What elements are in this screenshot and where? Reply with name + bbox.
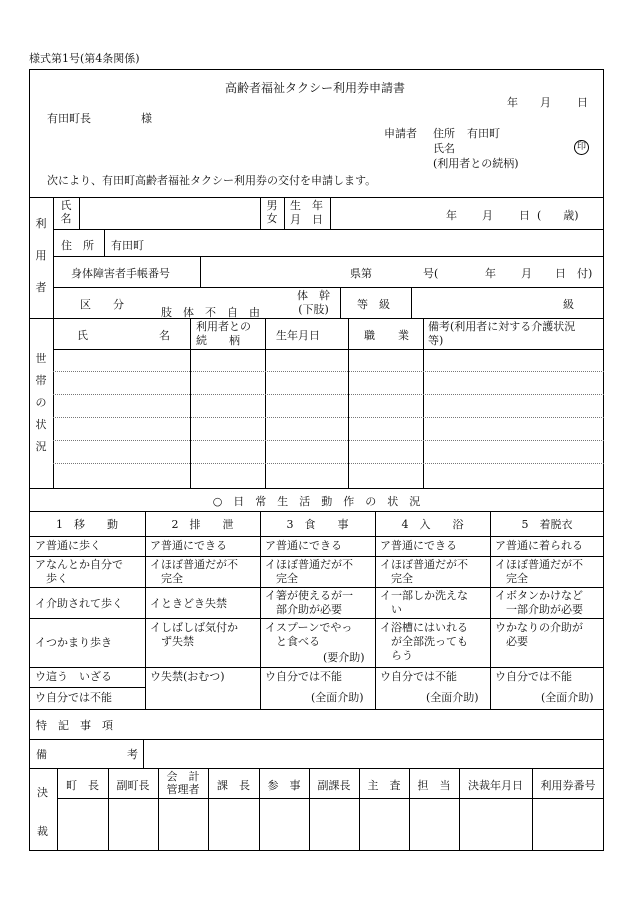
decision-col-vice-mayor: 副町長 [116,779,150,792]
adl-header-excretion: 2 排 泄 [171,518,234,531]
decision-col-in-charge: 担 当 [417,779,451,792]
adl-cell: イ一部しか洗えな い [380,589,468,616]
adl-cell: ウ自分では不能 [35,691,112,704]
adl-cell: (要介助) [323,651,365,664]
applicant-address-value: 有田町 [467,127,500,140]
adl-cell: イ箸が使えるが一 部介助が必要 [265,589,353,616]
household-side-label: 世 帯 の 状 況 [35,352,47,453]
hh-col-relation: 利用者との 続 柄 [196,320,251,347]
hh-col-name-1: 氏 [77,329,88,342]
decision-side-label-2: 裁 [37,825,48,838]
limb-disability: 肢 体 不 自 由 [161,306,260,319]
decision-col-counselor: 参 事 [267,779,301,792]
birth-day: 日 [519,209,530,222]
adl-cell: イ介助されて歩く [35,597,123,610]
adl-header-bath: 4 入 浴 [401,518,464,531]
form-title: 高齢者福祉タクシー利用券申請書 [224,81,405,95]
adl-cell: ウ自分では不能 [495,670,572,683]
seal-mark: 印 [574,140,589,155]
adl-cell: イしばしば気付か ず失禁 [150,621,238,648]
user-address-label: 住 所 [61,239,94,252]
date-month-label: 月 [540,96,551,109]
hh-col-job-1: 職 [364,329,375,342]
decision-col-deputy-chief: 副課長 [317,779,351,792]
decision-col-accounting: 会 計 管理者 [166,770,200,796]
grade-label: 等 級 [357,298,390,311]
birth-year: 年 [446,209,457,222]
adl-cell: ア普通にできる [380,539,457,552]
handbook-year: 年 [485,267,496,280]
adl-title: ○ 日 常 生 活 動 作 の 状 況 [212,495,421,508]
hh-col-job-2: 業 [398,329,409,342]
adl-cell: ウ自分では不能 [265,670,342,683]
adl-cell: イほぼ普通だが不 完全 [495,558,583,585]
date-year-label: 年 [507,96,518,109]
adl-cell: イほぼ普通だが不 完全 [265,558,353,585]
adl-cell: ア普通に着られる [495,539,583,552]
adl-cell: (全面介助) [426,691,479,704]
remarks-label-1: 備 [36,748,47,761]
adl-cell: ウ這う いざる [35,670,112,683]
adl-cell: (全面介助) [311,691,364,704]
decision-col-ticket-number: 利用券番号 [540,779,596,792]
user-address-value: 有田町 [111,239,144,252]
application-statement: 次により、有田町高齢者福祉タクシー利用券の交付を申請します。 [47,174,377,187]
adl-cell: ウ自分では不能 [380,670,457,683]
decision-col-section-chief: 課 長 [217,779,250,792]
grade-unit: 級 [563,298,574,311]
decision-col-date: 決裁年月日 [468,779,523,792]
adl-cell: イほぼ普通だが不 完全 [380,558,468,585]
user-age: ( 歳) [537,209,579,222]
user-sex-label: 男 女 [266,199,278,225]
decision-col-mayor: 町 長 [66,779,99,792]
handbook-day: 日 付) [555,267,593,280]
adl-cell: イつかまり歩き [35,636,112,649]
handbook-number: 号( [423,267,439,280]
applicant-address-label: 住所 [433,127,455,140]
handbook-month: 月 [521,267,532,280]
addressee: 有田町長 [47,112,91,125]
special-notes-label: 特 記 事 項 [36,719,113,732]
birth-month: 月 [482,209,493,222]
adl-header-meal: 3 食 事 [286,518,349,531]
adl-cell: ア普通にできる [265,539,342,552]
adl-cell: イ浴槽にはいれる が全部洗っても らう [380,621,468,662]
applicant-relation: (利用者との続柄) [433,157,519,170]
applicant-name-label: 氏名 [433,142,455,155]
adl-cell: ア普通に歩く [35,539,101,552]
adl-cell: ウかなりの介助が 必要 [495,621,583,648]
honorific: 様 [141,112,152,125]
adl-header-dress: 5 着脱衣 [521,518,573,531]
adl-header-move: 1 移 動 [56,518,118,531]
adl-cell: イボタンかけなど 一部介助が必要 [495,589,583,616]
handbook-label: 身体障害者手帳番号 [71,267,170,280]
adl-cell: ウ失禁(おむつ) [150,670,225,683]
user-name-label: 氏 名 [60,199,72,225]
hh-col-name-2: 名 [159,329,170,342]
trunk-label: 体 幹 (下肢) [297,289,330,316]
decision-side-label-1: 決 [37,786,48,799]
decision-col-chief-examiner: 主 査 [367,779,401,792]
date-day-label: 日 [577,96,588,109]
adl-cell: アなんとか自分で 歩く [35,558,123,585]
adl-cell: イときどき失禁 [150,597,227,610]
hh-col-remarks: 備考(利用者に対する介護状況 等) [428,320,576,347]
adl-cell: (全面介助) [541,691,594,704]
adl-cell: イスプーンでやっ と食べる [265,621,353,648]
user-side-label: 利 用 者 [35,217,47,294]
class-label: 区 分 [80,298,124,311]
hh-col-birth: 生年月日 [276,329,320,342]
handbook-pref: 県第 [350,267,372,280]
adl-cell: イほぼ普通だが不 完全 [150,558,238,585]
adl-cell: ア普通にできる [150,539,227,552]
applicant-label: 申請者 [384,127,417,140]
user-birth-label: 生 年 月 日 [290,199,323,226]
remarks-label-2: 考 [127,748,138,761]
form-label: 様式第1号(第4条関係) [29,52,140,65]
